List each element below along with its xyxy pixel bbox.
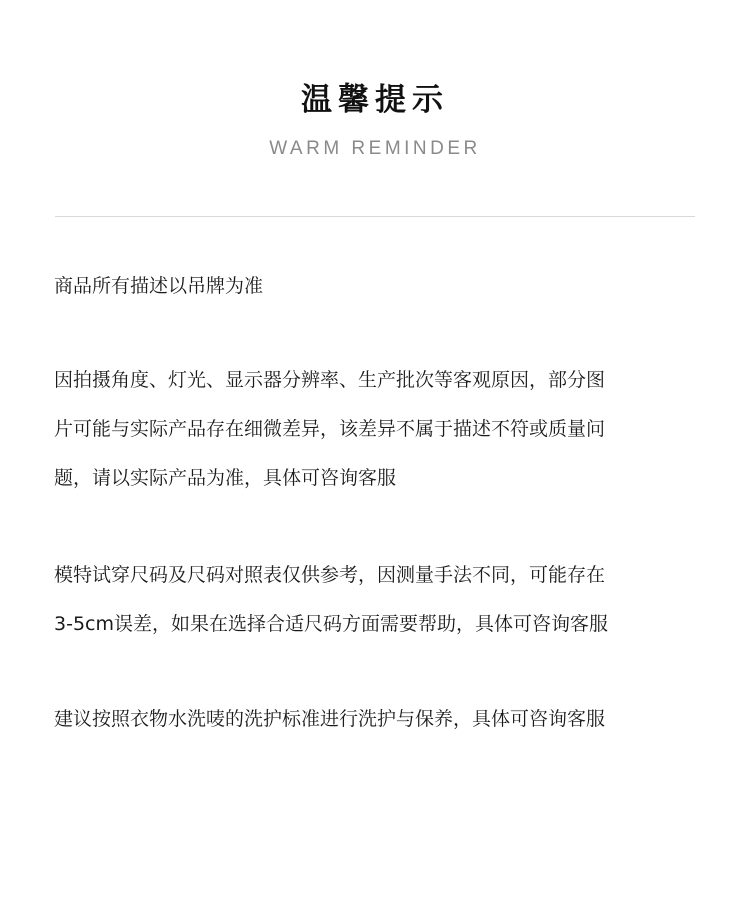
note-size-reference <box>54 551 714 649</box>
note-line: 片可能与实际产品存在细微差异，该差异不属于描述不符或质量问 <box>54 418 606 440</box>
note-line: 建议按照衣物水洗唛的洗护标准进行洗护与保养，具体可咨询客服 <box>54 708 606 730</box>
note-line: 因拍摄角度、灯光、显示器分辨率、生产批次等客观原因，部分图 <box>54 369 606 391</box>
divider <box>55 216 695 217</box>
note-line: 题，请以实际产品为准，具体可咨询客服 <box>54 467 397 489</box>
note-color-difference <box>54 356 714 503</box>
page-title: 温馨提示 <box>301 82 449 118</box>
note-tag-description <box>54 262 714 311</box>
note-line: 模特试穿尺码及尺码对照表仅供参考，因测量手法不同，可能存在 <box>54 564 606 586</box>
note-line: 商品所有描述以吊牌为准 <box>54 275 264 297</box>
page-subtitle: WARM REMINDER <box>269 138 481 159</box>
note-line: 3-5cm误差，如果在选择合适尺码方面需要帮助，具体可咨询客服 <box>54 613 608 635</box>
note-care-instructions <box>54 695 714 744</box>
